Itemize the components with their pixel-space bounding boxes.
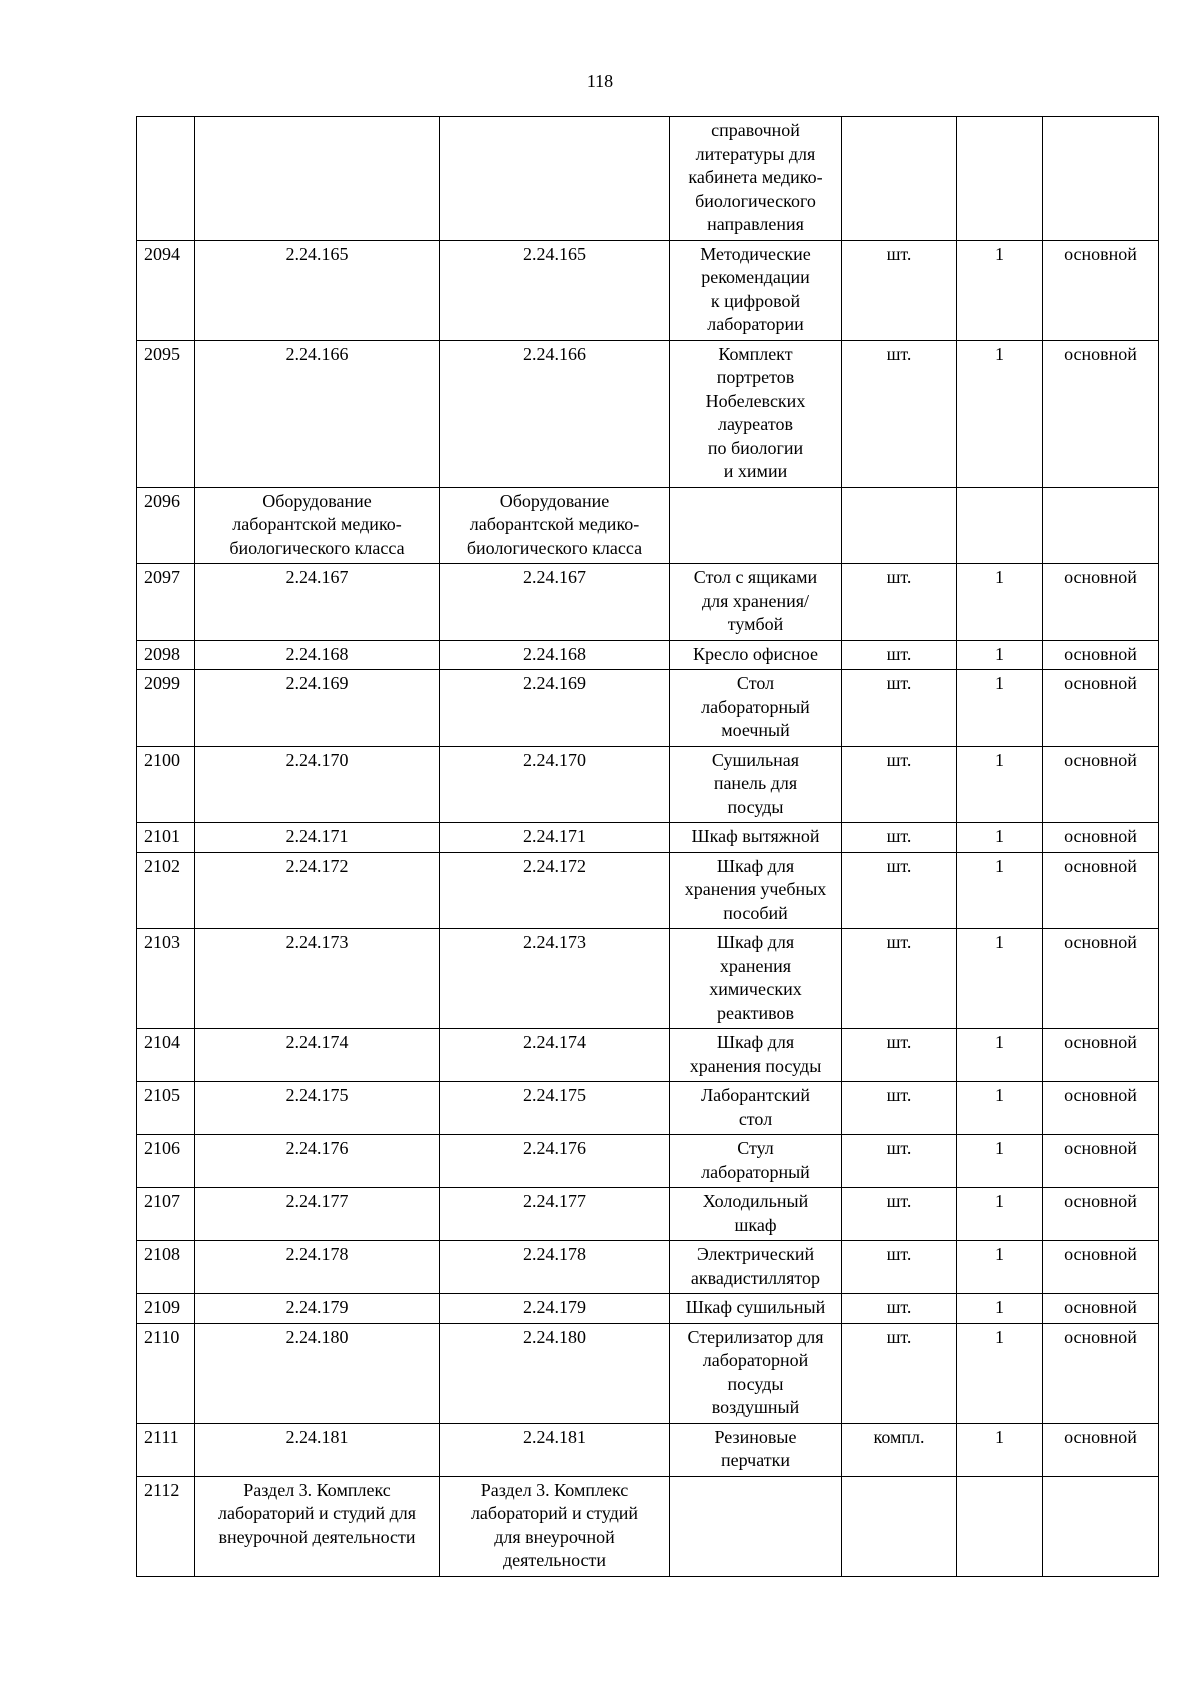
type-cell: основной bbox=[1043, 929, 1159, 1029]
code-cell: 2.24.173 bbox=[195, 929, 440, 1029]
code-cell: 2.24.166 bbox=[195, 340, 440, 487]
row-number-cell: 2097 bbox=[137, 564, 195, 641]
quantity-cell: 1 bbox=[957, 1241, 1043, 1294]
quantity-cell: 1 bbox=[957, 1188, 1043, 1241]
type-cell: основной bbox=[1043, 1135, 1159, 1188]
unit-cell: шт. bbox=[842, 1135, 957, 1188]
item-name-cell: Методические рекомендации к цифровой лаборатории bbox=[670, 240, 842, 340]
item-name-cell: Стол лабораторный моечный bbox=[670, 670, 842, 747]
table-body bbox=[137, 117, 1159, 1577]
row-number-cell: 2109 bbox=[137, 1294, 195, 1324]
type-cell: основной bbox=[1043, 1423, 1159, 1476]
page-number: 118 bbox=[586, 71, 614, 91]
code-cell-alt: 2.24.179 bbox=[440, 1294, 670, 1324]
table-row bbox=[137, 823, 1159, 853]
table-row bbox=[137, 929, 1159, 1029]
item-name-cell bbox=[670, 487, 842, 564]
row-number-cell: 2094 bbox=[137, 240, 195, 340]
quantity-cell: 1 bbox=[957, 340, 1043, 487]
code-cell-alt: 2.24.181 bbox=[440, 1423, 670, 1476]
code-cell-alt: 2.24.165 bbox=[440, 240, 670, 340]
item-name-cell: Стол с ящиками для хранения/ тумбой bbox=[670, 564, 842, 641]
row-number-cell: 2107 bbox=[137, 1188, 195, 1241]
type-cell: основной bbox=[1043, 240, 1159, 340]
unit-cell bbox=[842, 1476, 957, 1576]
item-name-cell: Холодильный шкаф bbox=[670, 1188, 842, 1241]
table-row bbox=[137, 1294, 1159, 1324]
type-cell bbox=[1043, 1476, 1159, 1576]
code-cell: 2.24.168 bbox=[195, 640, 440, 670]
table-row bbox=[137, 117, 1159, 241]
row-number-cell: 2103 bbox=[137, 929, 195, 1029]
quantity-cell: 1 bbox=[957, 1135, 1043, 1188]
row-number-cell: 2101 bbox=[137, 823, 195, 853]
table-row bbox=[137, 640, 1159, 670]
row-number-cell bbox=[137, 117, 195, 241]
type-cell: основной bbox=[1043, 670, 1159, 747]
table-row bbox=[137, 1188, 1159, 1241]
quantity-cell bbox=[957, 117, 1043, 241]
code-cell: 2.24.175 bbox=[195, 1082, 440, 1135]
unit-cell: шт. bbox=[842, 1082, 957, 1135]
row-number-cell: 2112 bbox=[137, 1476, 195, 1576]
code-cell: 2.24.170 bbox=[195, 746, 440, 823]
unit-cell: шт. bbox=[842, 670, 957, 747]
type-cell: основной bbox=[1043, 1188, 1159, 1241]
item-name-cell: Шкаф для хранения учебных пособий bbox=[670, 852, 842, 929]
quantity-cell: 1 bbox=[957, 240, 1043, 340]
table-row bbox=[137, 240, 1159, 340]
code-cell-alt: 2.24.171 bbox=[440, 823, 670, 853]
table-row bbox=[137, 852, 1159, 929]
code-cell-alt: 2.24.175 bbox=[440, 1082, 670, 1135]
table-row bbox=[137, 670, 1159, 747]
unit-cell: компл. bbox=[842, 1423, 957, 1476]
item-name-cell: справочной литературы для кабинета медико- биологического направления bbox=[670, 117, 842, 241]
type-cell: основной bbox=[1043, 1082, 1159, 1135]
code-cell: Оборудование лаборантской медико- биологического класса bbox=[195, 487, 440, 564]
code-cell-alt: Раздел 3. Комплекс лабораторий и студий для внеурочной деятельности bbox=[440, 1476, 670, 1576]
code-cell-alt: 2.24.178 bbox=[440, 1241, 670, 1294]
code-cell: 2.24.171 bbox=[195, 823, 440, 853]
item-name-cell: Шкаф для хранения химических реактивов bbox=[670, 929, 842, 1029]
item-name-cell: Лаборантский стол bbox=[670, 1082, 842, 1135]
unit-cell: шт. bbox=[842, 240, 957, 340]
row-number-cell: 2105 bbox=[137, 1082, 195, 1135]
unit-cell: шт. bbox=[842, 340, 957, 487]
table-row bbox=[137, 340, 1159, 487]
code-cell: Раздел 3. Комплекс лабораторий и студий для внеурочной деятельности bbox=[195, 1476, 440, 1576]
code-cell-alt: 2.24.174 bbox=[440, 1029, 670, 1082]
table-row bbox=[137, 1135, 1159, 1188]
row-number-cell: 2099 bbox=[137, 670, 195, 747]
table-row bbox=[137, 1476, 1159, 1576]
quantity-cell: 1 bbox=[957, 1029, 1043, 1082]
row-number-cell: 2110 bbox=[137, 1323, 195, 1423]
row-number-cell: 2100 bbox=[137, 746, 195, 823]
type-cell: основной bbox=[1043, 852, 1159, 929]
quantity-cell: 1 bbox=[957, 929, 1043, 1029]
quantity-cell: 1 bbox=[957, 1323, 1043, 1423]
type-cell bbox=[1043, 117, 1159, 241]
type-cell: основной bbox=[1043, 1294, 1159, 1324]
unit-cell bbox=[842, 117, 957, 241]
code-cell-alt: 2.24.170 bbox=[440, 746, 670, 823]
quantity-cell: 1 bbox=[957, 564, 1043, 641]
code-cell-alt: 2.24.177 bbox=[440, 1188, 670, 1241]
item-name-cell: Комплект портретов Нобелевских лауреатов по биологии и химии bbox=[670, 340, 842, 487]
table-row bbox=[137, 1423, 1159, 1476]
unit-cell: шт. bbox=[842, 823, 957, 853]
code-cell-alt: 2.24.168 bbox=[440, 640, 670, 670]
table-row bbox=[137, 746, 1159, 823]
unit-cell: шт. bbox=[842, 1188, 957, 1241]
type-cell: основной bbox=[1043, 640, 1159, 670]
type-cell: основной bbox=[1043, 1029, 1159, 1082]
code-cell: 2.24.179 bbox=[195, 1294, 440, 1324]
unit-cell bbox=[842, 487, 957, 564]
table-row bbox=[137, 1029, 1159, 1082]
row-number-cell: 2106 bbox=[137, 1135, 195, 1188]
equipment-table bbox=[136, 116, 1159, 1577]
code-cell-alt: 2.24.169 bbox=[440, 670, 670, 747]
code-cell: 2.24.180 bbox=[195, 1323, 440, 1423]
type-cell: основной bbox=[1043, 564, 1159, 641]
item-name-cell: Стул лабораторный bbox=[670, 1135, 842, 1188]
quantity-cell: 1 bbox=[957, 670, 1043, 747]
code-cell-alt: 2.24.166 bbox=[440, 340, 670, 487]
row-number-cell: 2096 bbox=[137, 487, 195, 564]
unit-cell: шт. bbox=[842, 564, 957, 641]
item-name-cell: Шкаф для хранения посуды bbox=[670, 1029, 842, 1082]
quantity-cell: 1 bbox=[957, 1294, 1043, 1324]
type-cell: основной bbox=[1043, 1323, 1159, 1423]
table-row bbox=[137, 564, 1159, 641]
quantity-cell: 1 bbox=[957, 1423, 1043, 1476]
quantity-cell bbox=[957, 487, 1043, 564]
item-name-cell: Шкаф вытяжной bbox=[670, 823, 842, 853]
table-row bbox=[137, 1082, 1159, 1135]
unit-cell: шт. bbox=[842, 1241, 957, 1294]
unit-cell: шт. bbox=[842, 746, 957, 823]
code-cell: 2.24.177 bbox=[195, 1188, 440, 1241]
code-cell: 2.24.174 bbox=[195, 1029, 440, 1082]
code-cell-alt: Оборудование лаборантской медико- биологического класса bbox=[440, 487, 670, 564]
row-number-cell: 2095 bbox=[137, 340, 195, 487]
row-number-cell: 2102 bbox=[137, 852, 195, 929]
item-name-cell bbox=[670, 1476, 842, 1576]
type-cell: основной bbox=[1043, 1241, 1159, 1294]
code-cell-alt: 2.24.180 bbox=[440, 1323, 670, 1423]
unit-cell: шт. bbox=[842, 929, 957, 1029]
code-cell-alt: 2.24.167 bbox=[440, 564, 670, 641]
code-cell: 2.24.169 bbox=[195, 670, 440, 747]
unit-cell: шт. bbox=[842, 852, 957, 929]
type-cell bbox=[1043, 487, 1159, 564]
unit-cell: шт. bbox=[842, 640, 957, 670]
code-cell: 2.24.178 bbox=[195, 1241, 440, 1294]
quantity-cell: 1 bbox=[957, 852, 1043, 929]
code-cell bbox=[195, 117, 440, 241]
quantity-cell: 1 bbox=[957, 823, 1043, 853]
code-cell-alt: 2.24.173 bbox=[440, 929, 670, 1029]
table-row bbox=[137, 1323, 1159, 1423]
quantity-cell: 1 bbox=[957, 1082, 1043, 1135]
quantity-cell bbox=[957, 1476, 1043, 1576]
code-cell: 2.24.165 bbox=[195, 240, 440, 340]
code-cell-alt: 2.24.176 bbox=[440, 1135, 670, 1188]
code-cell-alt bbox=[440, 117, 670, 241]
item-name-cell: Стерилизатор для лабораторной посуды воздушный bbox=[670, 1323, 842, 1423]
type-cell: основной bbox=[1043, 746, 1159, 823]
code-cell: 2.24.172 bbox=[195, 852, 440, 929]
item-name-cell: Кресло офисное bbox=[670, 640, 842, 670]
item-name-cell: Резиновые перчатки bbox=[670, 1423, 842, 1476]
unit-cell: шт. bbox=[842, 1029, 957, 1082]
table-row bbox=[137, 487, 1159, 564]
unit-cell: шт. bbox=[842, 1294, 957, 1324]
code-cell: 2.24.167 bbox=[195, 564, 440, 641]
row-number-cell: 2104 bbox=[137, 1029, 195, 1082]
item-name-cell: Сушильная панель для посуды bbox=[670, 746, 842, 823]
quantity-cell: 1 bbox=[957, 746, 1043, 823]
item-name-cell: Электрический аквадистиллятор bbox=[670, 1241, 842, 1294]
code-cell: 2.24.181 bbox=[195, 1423, 440, 1476]
type-cell: основной bbox=[1043, 340, 1159, 487]
item-name-cell: Шкаф сушильный bbox=[670, 1294, 842, 1324]
row-number-cell: 2108 bbox=[137, 1241, 195, 1294]
quantity-cell: 1 bbox=[957, 640, 1043, 670]
row-number-cell: 2098 bbox=[137, 640, 195, 670]
row-number-cell: 2111 bbox=[137, 1423, 195, 1476]
code-cell-alt: 2.24.172 bbox=[440, 852, 670, 929]
code-cell: 2.24.176 bbox=[195, 1135, 440, 1188]
type-cell: основной bbox=[1043, 823, 1159, 853]
unit-cell: шт. bbox=[842, 1323, 957, 1423]
table-row bbox=[137, 1241, 1159, 1294]
